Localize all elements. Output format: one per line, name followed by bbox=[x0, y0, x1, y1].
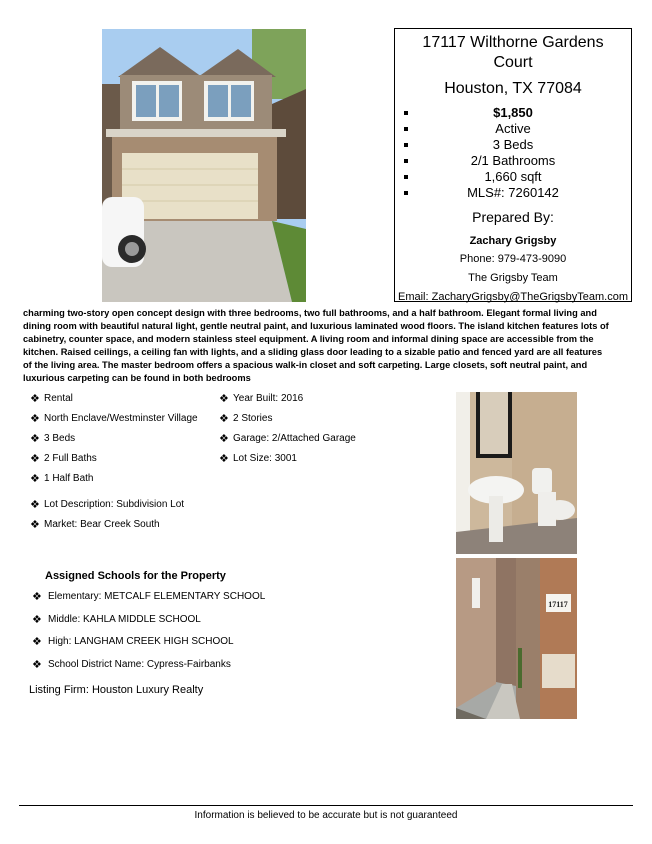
features-left-list bbox=[30, 393, 198, 493]
disclaimer: Information is believed to be accurate but is not guaranteed bbox=[194, 810, 458, 821]
list-item: ❖ 1 Half Bath bbox=[30, 473, 94, 485]
footer-divider bbox=[19, 805, 633, 806]
diamond-cluster-icon: ❖ bbox=[30, 433, 40, 445]
diamond-cluster-icon: ❖ bbox=[219, 413, 229, 425]
list-item: ❖ 3 Beds bbox=[30, 433, 76, 445]
agent-email: Email: ZacharyGrigsby@TheGrigsbyTeam.com bbox=[397, 291, 628, 303]
schools-list bbox=[32, 591, 265, 681]
status: Active bbox=[395, 121, 631, 137]
diamond-cluster-icon: ❖ bbox=[32, 591, 42, 603]
diamond-cluster-icon: ❖ bbox=[30, 519, 40, 531]
listing-facts-list bbox=[395, 105, 631, 201]
diamond-cluster-icon: ❖ bbox=[30, 413, 40, 425]
list-item: ❖ Lot Description: Subdivision Lot bbox=[30, 499, 185, 511]
price: $1,850 bbox=[395, 105, 631, 121]
diamond-cluster-icon: ❖ bbox=[219, 433, 229, 445]
agent-phone: Phone: 979-473-9090 bbox=[459, 253, 567, 265]
prepared-by-label: Prepared By: bbox=[472, 209, 554, 225]
diamond-cluster-icon: ❖ bbox=[32, 636, 42, 649]
list-item: ❖ Garage: 2/Attached Garage bbox=[219, 433, 356, 445]
agent-team: The Grigsby Team bbox=[468, 272, 558, 284]
listing-summary-box bbox=[394, 28, 632, 302]
diamond-cluster-icon: ❖ bbox=[219, 393, 229, 405]
diamond-cluster-icon: ❖ bbox=[30, 453, 40, 465]
features-right-list bbox=[219, 393, 356, 473]
square-footage: 1,660 sqft bbox=[395, 169, 631, 185]
property-description: charming two-story open concept design with three bedrooms, two full bathrooms, and a half bathroom. Elegant formal living and dining room with beautiful natural light, gentle neutral paint, and luxurious laminated wood floors. The island kitchen features lots of cabinetry, counter space, and modern stainless steel equipment. A living room and informal dining space are accessible from the kitchen. Raised ceilings, a ceiling fan with lights, and a sliding glass door leading to a sizable patio and fenced yard are all features of the living area. The master bedroom offers a spacious walk-in closet and soft carpeting. Large closets, soft neutral paint, and luxurious carpeting can be found in both bedrooms bbox=[23, 308, 609, 383]
half-bath-photo bbox=[456, 392, 577, 554]
bathrooms: 2/1 Bathrooms bbox=[395, 153, 631, 169]
features-extra-list bbox=[30, 499, 184, 539]
diamond-cluster-icon: ❖ bbox=[32, 658, 42, 671]
address-line1: 17117 Wilthorne Gardens bbox=[422, 34, 604, 51]
diamond-cluster-icon: ❖ bbox=[219, 453, 229, 465]
diamond-cluster-icon: ❖ bbox=[30, 499, 40, 511]
agent-name: Zachary Grigsby bbox=[469, 235, 557, 247]
list-item: ❖ Lot Size: 3001 bbox=[219, 453, 297, 465]
list-item: ❖ Middle: KAHLA MIDDLE SCHOOL bbox=[32, 613, 201, 626]
list-item: ❖ Market: Bear Creek South bbox=[30, 519, 160, 531]
house-front-photo bbox=[102, 29, 306, 302]
list-item: ❖ High: LANGHAM CREEK HIGH SCHOOL bbox=[32, 636, 234, 649]
house-number-plaque: 17117 bbox=[548, 600, 568, 609]
list-item: ❖ Rental bbox=[30, 393, 73, 405]
list-item: ❖ North Enclave/Westminster Village bbox=[30, 413, 198, 425]
schools-heading: Assigned Schools for the Property bbox=[45, 570, 226, 582]
diamond-cluster-icon: ❖ bbox=[30, 393, 40, 405]
list-item: ❖ Year Built: 2016 bbox=[219, 393, 304, 405]
list-item: ❖ 2 Stories bbox=[219, 413, 273, 425]
mls-number: MLS#: 7260142 bbox=[395, 185, 631, 201]
diamond-cluster-icon: ❖ bbox=[32, 613, 42, 626]
beds: 3 Beds bbox=[395, 137, 631, 153]
listing-firm: Listing Firm: Houston Luxury Realty bbox=[29, 684, 204, 696]
list-item: ❖ Elementary: METCALF ELEMENTARY SCHOOL bbox=[32, 591, 266, 603]
address-line2: Court bbox=[493, 54, 533, 71]
diamond-cluster-icon: ❖ bbox=[30, 473, 40, 485]
list-item: ❖ 2 Full Baths bbox=[30, 453, 97, 465]
list-item: ❖ School District Name: Cypress-Fairbanks bbox=[32, 658, 231, 671]
city-line: Houston, TX 77084 bbox=[444, 80, 582, 97]
side-yard-photo bbox=[456, 558, 577, 719]
